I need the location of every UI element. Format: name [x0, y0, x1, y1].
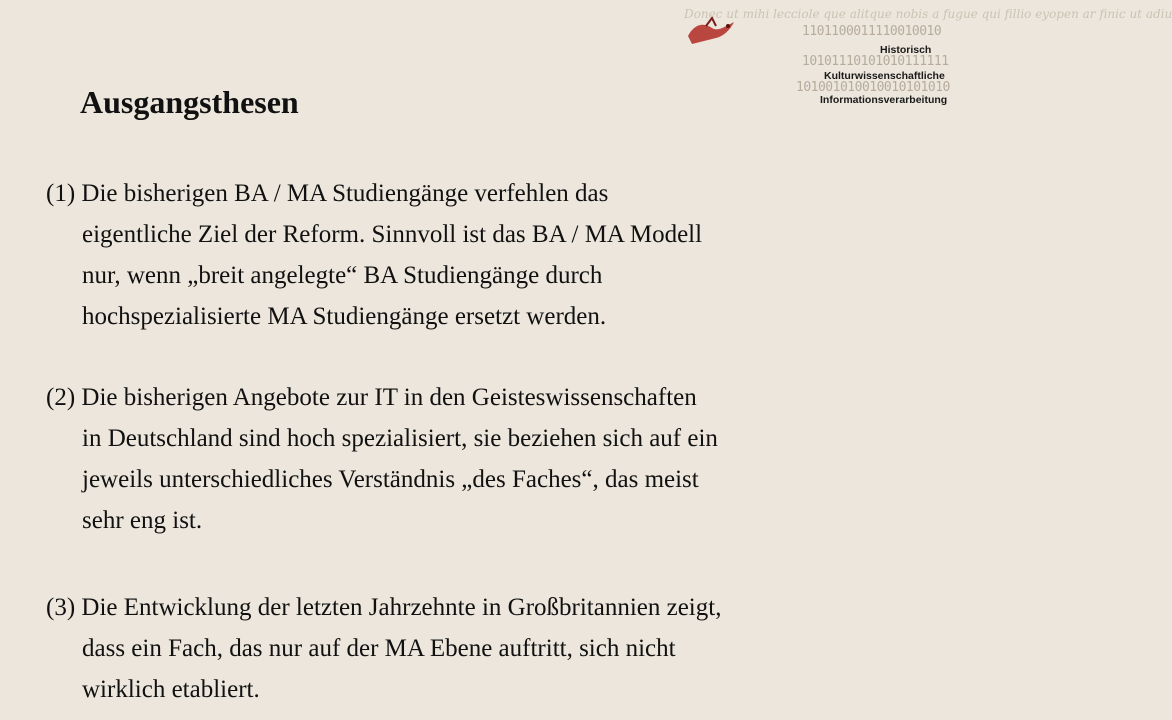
- thesis-1: [46, 173, 926, 337]
- thesis-line: (1) Die bisherigen BA / MA Studiengänge verfehlen das: [46, 180, 609, 207]
- institute-logo: [684, 6, 1172, 106]
- thesis-line: nur, wenn „breit angelegte“ BA Studiengänge durch: [82, 262, 603, 289]
- thesis-line: (3) Die Entwicklung der letzten Jahrzehnte in Großbritannien zeigt,: [46, 594, 722, 621]
- thesis-line: wirklich etabliert.: [82, 676, 260, 703]
- thesis-line: eigentliche Ziel der Reform. Sinnvoll ist das BA / MA Modell: [82, 221, 703, 248]
- thesis-line: hochspezialisierte MA Studiengänge ersetzt werden.: [82, 303, 607, 330]
- thesis-line: sehr eng ist.: [82, 507, 203, 534]
- logo-word-informationsverarbeitung: Informationsverarbeitung: [820, 94, 948, 106]
- binary-row-1: 1101100011110010010: [802, 24, 942, 39]
- thesis-line: jeweils unterschiedliches Verständnis „des Faches“, das meist: [82, 466, 699, 493]
- manuscript-background: Donec ut mihi lecciole que alitque nobis a fugue qui fillio eyopen ar finic ut adiu: [684, 7, 1172, 21]
- slide-title: Ausgangsthesen: [80, 84, 299, 120]
- binary-row-2: 10101110101010111111: [802, 54, 949, 69]
- dragon-initial-icon: [686, 16, 744, 50]
- thesis-line: (2) Die bisherigen Angebote zur IT in den Geisteswissenschaften: [46, 384, 697, 411]
- thesis-3: [46, 587, 926, 710]
- logo-word-historisch: Historisch: [880, 44, 932, 56]
- thesis-line: in Deutschland sind hoch spezialisiert, sie beziehen sich auf ein: [82, 425, 718, 452]
- logo-word-kulturwissenschaftliche: Kulturwissenschaftliche: [824, 70, 945, 82]
- thesis-line: dass ein Fach, das nur auf der MA Ebene auftritt, sich nicht: [82, 635, 676, 662]
- binary-row-3: 101001010010010101010: [796, 80, 950, 95]
- thesis-2: [46, 377, 926, 541]
